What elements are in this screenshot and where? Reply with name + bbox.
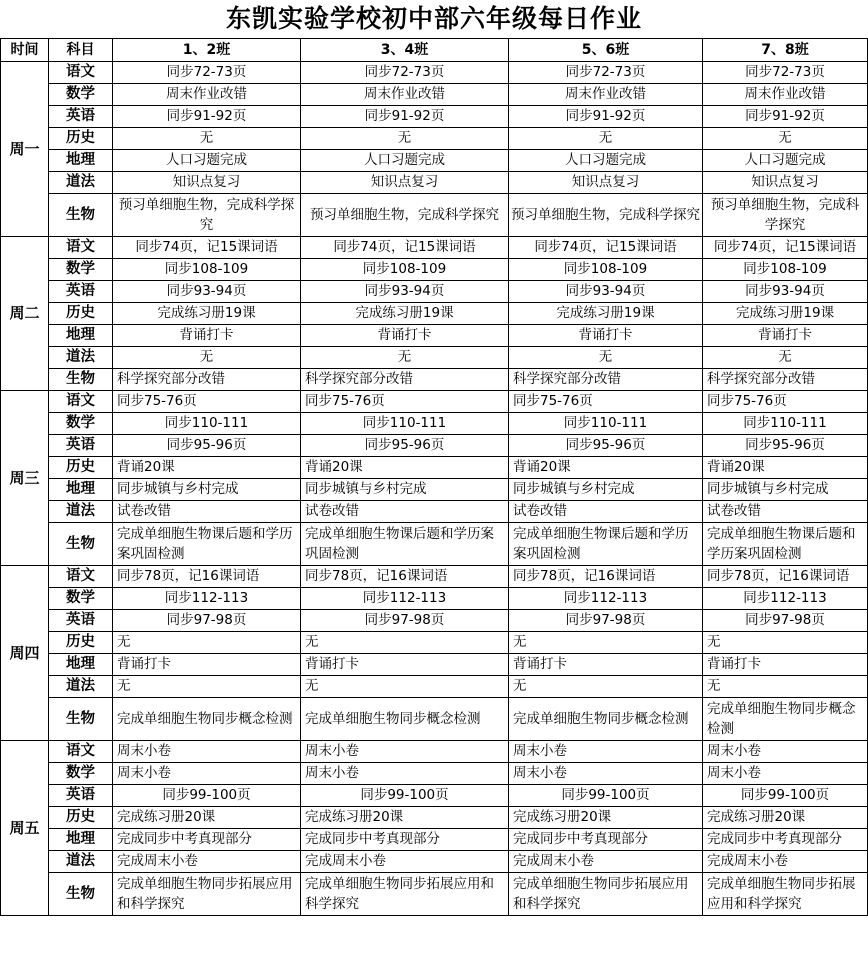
homework-cell: 同步72-73页 (509, 62, 703, 84)
homework-cell: 无 (301, 676, 509, 698)
subject-label: 语文 (49, 391, 113, 413)
homework-cell: 完成单细胞生物课后题和学历案巩固检测 (301, 523, 509, 566)
homework-cell: 完成练习册20课 (113, 807, 301, 829)
header-class-5-6: 5、6班 (509, 39, 703, 62)
table-row (1, 413, 868, 435)
homework-cell: 完成练习册19课 (703, 303, 868, 325)
homework-cell: 同步93-94页 (703, 281, 868, 303)
subject-label: 英语 (49, 281, 113, 303)
homework-cell: 完成练习册19课 (301, 303, 509, 325)
table-row (1, 457, 868, 479)
homework-cell: 同步97-98页 (509, 610, 703, 632)
table-row (1, 588, 868, 610)
day-label: 周三 (1, 391, 49, 566)
homework-cell: 同步75-76页 (703, 391, 868, 413)
homework-cell: 预习单细胞生物，完成科学探究 (703, 194, 868, 237)
homework-cell: 同步93-94页 (509, 281, 703, 303)
homework-cell: 周末作业改错 (113, 84, 301, 106)
subject-label: 历史 (49, 303, 113, 325)
homework-cell: 完成练习册19课 (113, 303, 301, 325)
table-row (1, 479, 868, 501)
subject-label: 生物 (49, 369, 113, 391)
homework-cell: 背诵打卡 (113, 654, 301, 676)
table-row (1, 281, 868, 303)
homework-cell: 同步95-96页 (113, 435, 301, 457)
homework-cell: 同步城镇与乡村完成 (113, 479, 301, 501)
homework-cell: 完成周末小卷 (301, 851, 509, 873)
subject-label: 英语 (49, 610, 113, 632)
homework-cell: 完成单细胞生物同步概念检测 (113, 698, 301, 741)
homework-cell: 同步78页，记16课词语 (703, 566, 868, 588)
homework-cell: 同步97-98页 (703, 610, 868, 632)
table-row (1, 347, 868, 369)
table-row (1, 84, 868, 106)
subject-label: 生物 (49, 873, 113, 916)
homework-cell: 同步99-100页 (703, 785, 868, 807)
homework-cell: 无 (703, 676, 868, 698)
homework-cell: 科学探究部分改错 (301, 369, 509, 391)
homework-cell: 同步99-100页 (113, 785, 301, 807)
homework-cell: 同步93-94页 (113, 281, 301, 303)
homework-cell: 无 (509, 347, 703, 369)
homework-cell: 同步112-113 (703, 588, 868, 610)
homework-cell: 完成周末小卷 (509, 851, 703, 873)
homework-cell: 同步110-111 (113, 413, 301, 435)
homework-cell: 预习单细胞生物，完成科学探究 (113, 194, 301, 237)
subject-label: 生物 (49, 698, 113, 741)
subject-label: 英语 (49, 106, 113, 128)
homework-cell: 同步110-111 (301, 413, 509, 435)
homework-cell: 同步110-111 (509, 413, 703, 435)
homework-cell: 试卷改错 (509, 501, 703, 523)
table-row (1, 501, 868, 523)
subject-label: 生物 (49, 523, 113, 566)
homework-cell: 同步78页，记16课词语 (509, 566, 703, 588)
homework-cell: 同步99-100页 (301, 785, 509, 807)
homework-cell: 完成周末小卷 (703, 851, 868, 873)
subject-label: 历史 (49, 632, 113, 654)
homework-cell: 同步95-96页 (301, 435, 509, 457)
table-row (1, 172, 868, 194)
homework-cell: 同步112-113 (509, 588, 703, 610)
homework-cell: 背诵20课 (703, 457, 868, 479)
homework-cell: 同步城镇与乡村完成 (509, 479, 703, 501)
homework-cell: 完成单细胞生物同步概念检测 (301, 698, 509, 741)
subject-label: 数学 (49, 413, 113, 435)
header-class-1-2: 1、2班 (113, 39, 301, 62)
homework-cell: 同步74页，记15课词语 (113, 237, 301, 259)
subject-label: 历史 (49, 457, 113, 479)
subject-label: 数学 (49, 588, 113, 610)
table-row (1, 632, 868, 654)
table-row (1, 106, 868, 128)
homework-cell: 同步74页，记15课词语 (301, 237, 509, 259)
homework-cell: 完成练习册20课 (703, 807, 868, 829)
homework-cell: 同步110-111 (703, 413, 868, 435)
homework-cell: 同步78页，记16课词语 (301, 566, 509, 588)
table-row (1, 763, 868, 785)
homework-cell: 同步91-92页 (301, 106, 509, 128)
subject-label: 道法 (49, 501, 113, 523)
day-label: 周二 (1, 237, 49, 391)
homework-cell: 同步112-113 (301, 588, 509, 610)
homework-cell: 完成同步中考真现部分 (301, 829, 509, 851)
homework-cell: 无 (509, 676, 703, 698)
page-title: 东凯实验学校初中部六年级每日作业 (225, 4, 642, 33)
homework-cell: 无 (113, 128, 301, 150)
homework-cell: 人口习题完成 (703, 150, 868, 172)
homework-cell: 背诵20课 (509, 457, 703, 479)
subject-label: 地理 (49, 325, 113, 347)
subject-label: 地理 (49, 829, 113, 851)
table-row (1, 303, 868, 325)
homework-cell: 无 (703, 128, 868, 150)
homework-cell: 完成练习册20课 (509, 807, 703, 829)
homework-cell: 同步95-96页 (703, 435, 868, 457)
homework-cell: 同步75-76页 (301, 391, 509, 413)
homework-cell: 背诵打卡 (113, 325, 301, 347)
homework-cell: 同步城镇与乡村完成 (703, 479, 868, 501)
day-label: 周四 (1, 566, 49, 741)
table-row (1, 851, 868, 873)
homework-cell: 完成同步中考真现部分 (703, 829, 868, 851)
homework-table (0, 38, 868, 916)
homework-cell: 周末小卷 (113, 741, 301, 763)
homework-cell: 知识点复习 (301, 172, 509, 194)
homework-cell: 无 (113, 347, 301, 369)
day-label: 周一 (1, 62, 49, 237)
table-row (1, 698, 868, 741)
homework-cell: 预习单细胞生物，完成科学探究 (509, 194, 703, 237)
homework-cell: 同步城镇与乡村完成 (301, 479, 509, 501)
header-class-7-8: 7、8班 (703, 39, 868, 62)
homework-cell: 同步93-94页 (301, 281, 509, 303)
homework-cell: 人口习题完成 (113, 150, 301, 172)
homework-cell: 周末作业改错 (301, 84, 509, 106)
subject-label: 英语 (49, 435, 113, 457)
homework-cell: 完成练习册20课 (301, 807, 509, 829)
homework-cell: 同步108-109 (703, 259, 868, 281)
homework-cell: 完成单细胞生物同步拓展应用和科学探究 (301, 873, 509, 916)
homework-cell: 无 (301, 128, 509, 150)
homework-cell: 背诵打卡 (703, 654, 868, 676)
subject-label: 语文 (49, 237, 113, 259)
table-row (1, 391, 868, 413)
subject-label: 历史 (49, 807, 113, 829)
homework-cell: 同步95-96页 (509, 435, 703, 457)
subject-label: 语文 (49, 741, 113, 763)
homework-cell: 背诵打卡 (301, 325, 509, 347)
homework-cell: 周末小卷 (703, 763, 868, 785)
table-row (1, 128, 868, 150)
homework-cell: 完成单细胞生物同步概念检测 (703, 698, 868, 741)
table-row (1, 807, 868, 829)
table-row (1, 435, 868, 457)
table-row (1, 194, 868, 237)
homework-cell: 完成同步中考真现部分 (509, 829, 703, 851)
homework-cell: 无 (301, 347, 509, 369)
homework-cell: 无 (509, 632, 703, 654)
homework-cell: 背诵打卡 (509, 325, 703, 347)
homework-cell: 知识点复习 (509, 172, 703, 194)
homework-cell: 人口习题完成 (509, 150, 703, 172)
homework-cell: 背诵打卡 (703, 325, 868, 347)
homework-cell: 背诵打卡 (509, 654, 703, 676)
subject-label: 英语 (49, 785, 113, 807)
subject-label: 生物 (49, 194, 113, 237)
table-row (1, 62, 868, 84)
header-row (1, 39, 868, 62)
homework-cell: 无 (703, 632, 868, 654)
table-row (1, 259, 868, 281)
homework-cell: 同步78页，记16课词语 (113, 566, 301, 588)
homework-cell: 无 (509, 128, 703, 150)
homework-cell: 无 (703, 347, 868, 369)
homework-cell: 科学探究部分改错 (113, 369, 301, 391)
table-row (1, 785, 868, 807)
homework-cell: 科学探究部分改错 (509, 369, 703, 391)
homework-cell: 同步74页，记15课词语 (703, 237, 868, 259)
homework-cell: 试卷改错 (703, 501, 868, 523)
homework-cell: 无 (113, 632, 301, 654)
homework-cell: 完成单细胞生物课后题和学历案巩固检测 (703, 523, 868, 566)
homework-cell: 同步74页，记15课词语 (509, 237, 703, 259)
table-row (1, 369, 868, 391)
subject-label: 数学 (49, 763, 113, 785)
homework-cell: 周末作业改错 (509, 84, 703, 106)
subject-label: 道法 (49, 676, 113, 698)
homework-cell: 同步91-92页 (509, 106, 703, 128)
subject-label: 道法 (49, 172, 113, 194)
homework-cell: 周末作业改错 (703, 84, 868, 106)
homework-cell: 同步91-92页 (113, 106, 301, 128)
homework-cell: 周末小卷 (509, 741, 703, 763)
homework-cell: 周末小卷 (113, 763, 301, 785)
header-subject: 科目 (49, 39, 113, 62)
subject-label: 道法 (49, 851, 113, 873)
homework-cell: 同步75-76页 (509, 391, 703, 413)
homework-cell: 完成周末小卷 (113, 851, 301, 873)
homework-cell: 同步72-73页 (113, 62, 301, 84)
table-row (1, 676, 868, 698)
homework-cell: 同步72-73页 (301, 62, 509, 84)
table-row (1, 566, 868, 588)
homework-cell: 无 (113, 676, 301, 698)
homework-cell: 科学探究部分改错 (703, 369, 868, 391)
table-row (1, 654, 868, 676)
homework-cell: 试卷改错 (113, 501, 301, 523)
homework-cell: 试卷改错 (301, 501, 509, 523)
table-row (1, 610, 868, 632)
table-row (1, 829, 868, 851)
homework-cell: 完成单细胞生物同步概念检测 (509, 698, 703, 741)
table-row (1, 150, 868, 172)
subject-label: 数学 (49, 259, 113, 281)
homework-cell: 同步97-98页 (301, 610, 509, 632)
homework-cell: 背诵20课 (113, 457, 301, 479)
subject-label: 地理 (49, 479, 113, 501)
homework-cell: 完成单细胞生物同步拓展应用和科学探究 (703, 873, 868, 916)
homework-cell: 周末小卷 (301, 741, 509, 763)
table-row (1, 325, 868, 347)
table-body (1, 62, 868, 916)
table-row (1, 741, 868, 763)
homework-cell: 背诵20课 (301, 457, 509, 479)
header-class-3-4: 3、4班 (301, 39, 509, 62)
homework-cell: 同步108-109 (509, 259, 703, 281)
homework-cell: 背诵打卡 (301, 654, 509, 676)
homework-cell: 同步72-73页 (703, 62, 868, 84)
homework-cell: 完成同步中考真现部分 (113, 829, 301, 851)
subject-label: 地理 (49, 150, 113, 172)
homework-cell: 同步108-109 (301, 259, 509, 281)
homework-cell: 完成单细胞生物同步拓展应用和科学探究 (113, 873, 301, 916)
header-time: 时间 (1, 39, 49, 62)
homework-cell: 知识点复习 (113, 172, 301, 194)
table-row (1, 873, 868, 916)
homework-cell: 同步75-76页 (113, 391, 301, 413)
subject-label: 语文 (49, 566, 113, 588)
subject-label: 语文 (49, 62, 113, 84)
day-label: 周五 (1, 741, 49, 916)
homework-cell: 完成练习册19课 (509, 303, 703, 325)
homework-cell: 完成单细胞生物同步拓展应用和科学探究 (509, 873, 703, 916)
homework-cell: 完成单细胞生物课后题和学历案巩固检测 (509, 523, 703, 566)
homework-cell: 知识点复习 (703, 172, 868, 194)
homework-cell: 完成单细胞生物课后题和学历案巩固检测 (113, 523, 301, 566)
homework-cell: 同步108-109 (113, 259, 301, 281)
homework-cell: 同步91-92页 (703, 106, 868, 128)
homework-cell: 周末小卷 (509, 763, 703, 785)
homework-cell: 同步112-113 (113, 588, 301, 610)
homework-cell: 无 (301, 632, 509, 654)
table-row (1, 237, 868, 259)
subject-label: 地理 (49, 654, 113, 676)
homework-cell: 人口习题完成 (301, 150, 509, 172)
homework-cell: 周末小卷 (301, 763, 509, 785)
homework-cell: 周末小卷 (703, 741, 868, 763)
subject-label: 历史 (49, 128, 113, 150)
homework-cell: 同步99-100页 (509, 785, 703, 807)
homework-cell: 同步97-98页 (113, 610, 301, 632)
subject-label: 数学 (49, 84, 113, 106)
table-row (1, 523, 868, 566)
subject-label: 道法 (49, 347, 113, 369)
homework-cell: 预习单细胞生物，完成科学探究 (301, 194, 509, 237)
